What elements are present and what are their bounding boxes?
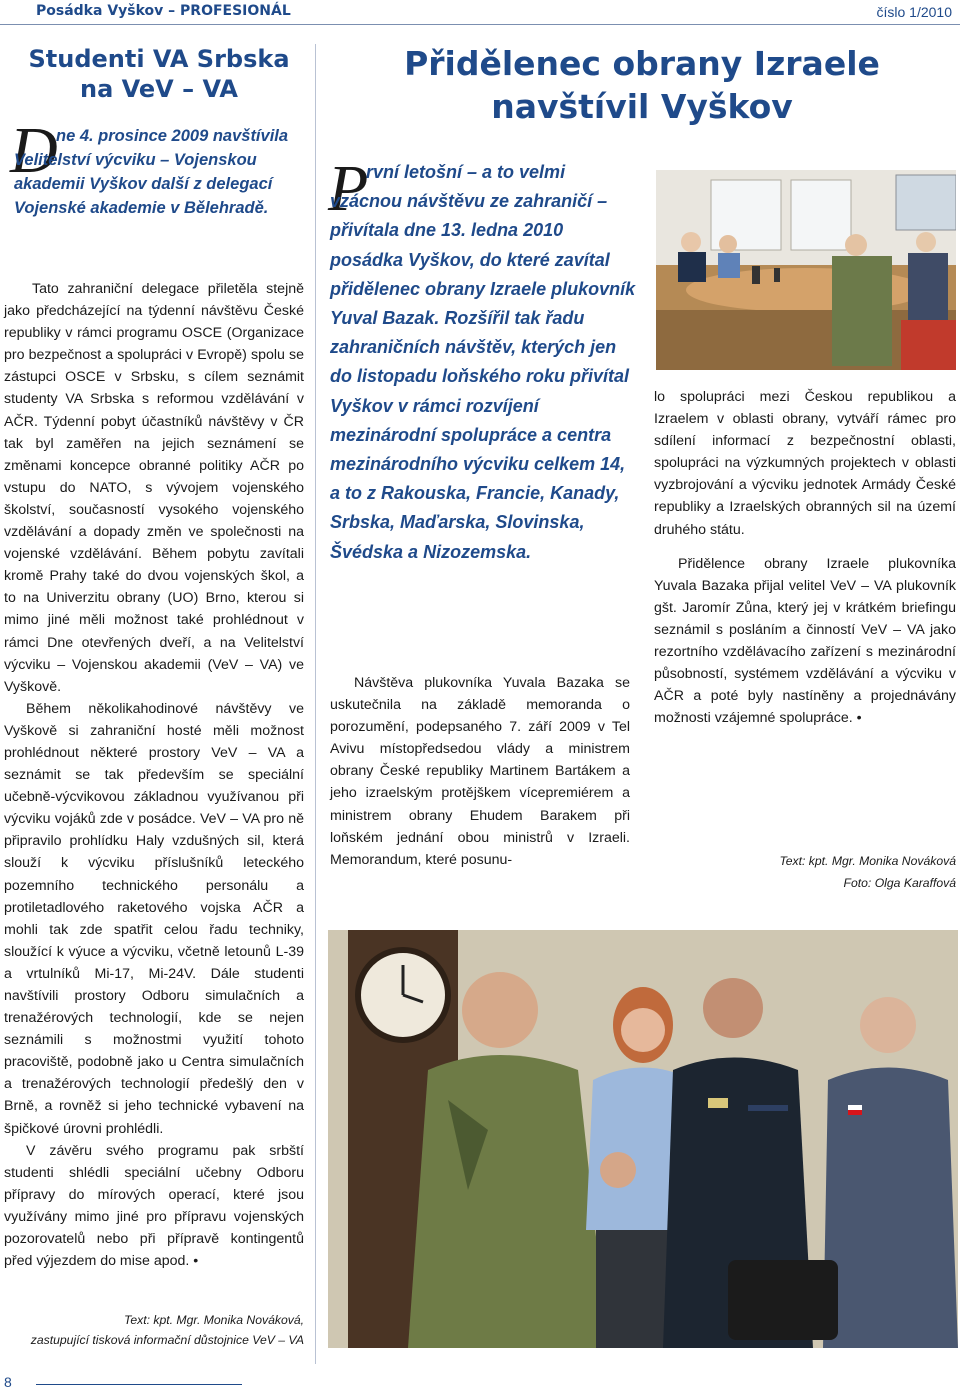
right-paragraph: lo spolupráci mezi Českou republikou a Izraelem v oblasti obrany, vytváří rámec pro sdílení informací z bezpečnostní oblasti, spolupráci na výzkumných projektech v oblasti vyzbrojování a výcviku jednotek Armády České republiky a Izraelských obranných sil na území druhého státu. xyxy=(654,389,956,538)
meeting-photo xyxy=(656,170,956,370)
right-article-body-col1 xyxy=(330,672,630,871)
left-paragraph: Tato zahraniční delegace přiletěla stejně jako předcházející na týdenní návštěvu České republiky v rámci programu OSCE (Organizace pro bezpečnost a spolupráci v Evropě) spolu se zástupci OSCE v Srbsku, s cílem seznámit studenty VA Srbska s reformou vzdělávání v AČR. Týdenní pobyt účastníků návštěvy v ČR tak byl zaměřen na jejich seznámení se změnami koncepce obranné politiky AČR po vstupu do NATO, s vývojem vojenského školství, současností vysokého vojenského vzdělávání a dopady změn ve společnosti na vojenské vzdělávání. Během pobytu zavítali kromě Prahy také do dvou vojenských škol, a to na Univerzitu obrany (UO) Brno, kterou si mimo jiné měli možnost také prohlédnout v rámci Dne otevřených dveří, a na Velitelství výcviku – Vojenskou akademii (VeV – VA) ve Vyškově. xyxy=(4,281,304,695)
section-title: Posádka Vyškov – PROFESIONÁL xyxy=(36,3,291,19)
left-article-title: Studenti VA Srbska na VeV – VA xyxy=(28,45,290,103)
page-number: 8 xyxy=(4,1374,12,1390)
credit-text: Text: kpt. Mgr. Monika Nováková xyxy=(779,854,956,868)
credit-photo: Foto: Olga Karaffová xyxy=(843,876,956,890)
credit-role: zastupující tisková informační důstojnice VeV – VA xyxy=(30,1333,304,1347)
issue-number: číslo 1/2010 xyxy=(876,4,952,20)
right-article-body-col2 xyxy=(654,386,956,741)
footer-rule xyxy=(36,1384,242,1385)
left-article-body xyxy=(4,278,304,1272)
handshake-photo xyxy=(328,930,958,1348)
right-article-title: Přidělenec obrany Izraele navštívil Vyškov xyxy=(404,44,880,126)
right-article-credit xyxy=(654,850,956,894)
column-divider xyxy=(315,44,316,1364)
right-paragraph: Návštěva plukovníka Yuvala Bazaka se uskutečnila na základě memoranda o porozumění, podepsaného 7. září 2009 v Tel Avivu místopředsedou vlády a ministrem obrany České republiky Martinem Bartákem a jeho izraelským protějškem vícepremiérem a ministrem obrany Ehudem Barakem při loňském jednání obou ministrů v Izraeli. Memorandum, které posunu- xyxy=(330,675,630,868)
header-divider xyxy=(0,24,960,25)
left-paragraph: V závěru svého programu pak srbští studenti shlédli speciální učebny Odboru přípravy do mírových operací, které jsou využívány mimo jiné pro přípravu vojenských pozorovatelů nebo při přípravě kontingentů před výjezdem do mise apod. • xyxy=(4,1142,304,1270)
left-article-lead: ne 4. prosince 2009 navštívila Velitelství výcviku – Vojenskou akademii Vyškov další z delegací Vojenské akademie v Bělehradě. xyxy=(14,127,289,217)
right-article-lead: rvní letošní – a to velmi vzácnou návštěvu ze zahraničí – přivítala dne 13. ledna 2010 posádka Vyškov, do které zavítal přidělenec obrany Izraele plukovník Yuval Bazak. Rozšířil tak řadu zahraničních návštěv, kterých jen do listopadu loňského roku přivítal Vyškov v rámci rozvíjení mezinárodní spolupráce a centra mezinárodního výcviku celkem 14, a to z Rakouska, Francie, Kanady, Srbska, Maďarska, Slovinska, Švédska a Nizozemska. xyxy=(330,162,636,562)
right-dropcap: P xyxy=(328,152,369,225)
right-paragraph: Přidělence obrany Izraele plukovníka Yuvala Bazaka přijal velitel VeV – VA plukovník gšt. Jaromír Zůna, který jej v krátkém briefingu seznámil s posláním a činností VeV – VA jako rezortního vzdělávacího zařízení s mezinárodní působností, systémem vzdělávání a výcviku v AČR a poté byly nastíněny a projednávány možnosti vzájemné spolupráce. • xyxy=(654,555,956,727)
left-dropcap: D xyxy=(10,114,58,187)
left-article-credit xyxy=(4,1310,304,1350)
left-paragraph: Během několikahodinové návštěvy ve Vyškově si zahraniční hosté měli možnost prohlédnout některé prostory VeV – VA a seznámit se tak především se speciální učebně-výcvikovou základnou využívanou při výcviku vojáků zde v posádce. VeV – VA pro ně připravilo prohlídku Haly vzdušných sil, která slouží k výcviku příslušníků leteckého pozemního technického personálu a protiletadlového raketového vojska AČR a mohli tak zde spatřit celou řadu techniky, sloužící k výuce a výcviku, včetně letounů L-39 a vrtulníků Mi-17, Mi-24V. Dále studenti navštívili prostory Odboru simulačních a trenažérových technologií, kde se nejen seznámili s možnostmi využití tohoto pracoviště, podobně jako u Centra simulačních a trenažérových technologií předešlý den v Brně, a rovněž si jeho technické vybavení na špičkové úrovni prohlédli. xyxy=(4,700,304,1137)
credit-author: Text: kpt. Mgr. Monika Nováková, xyxy=(124,1313,304,1327)
